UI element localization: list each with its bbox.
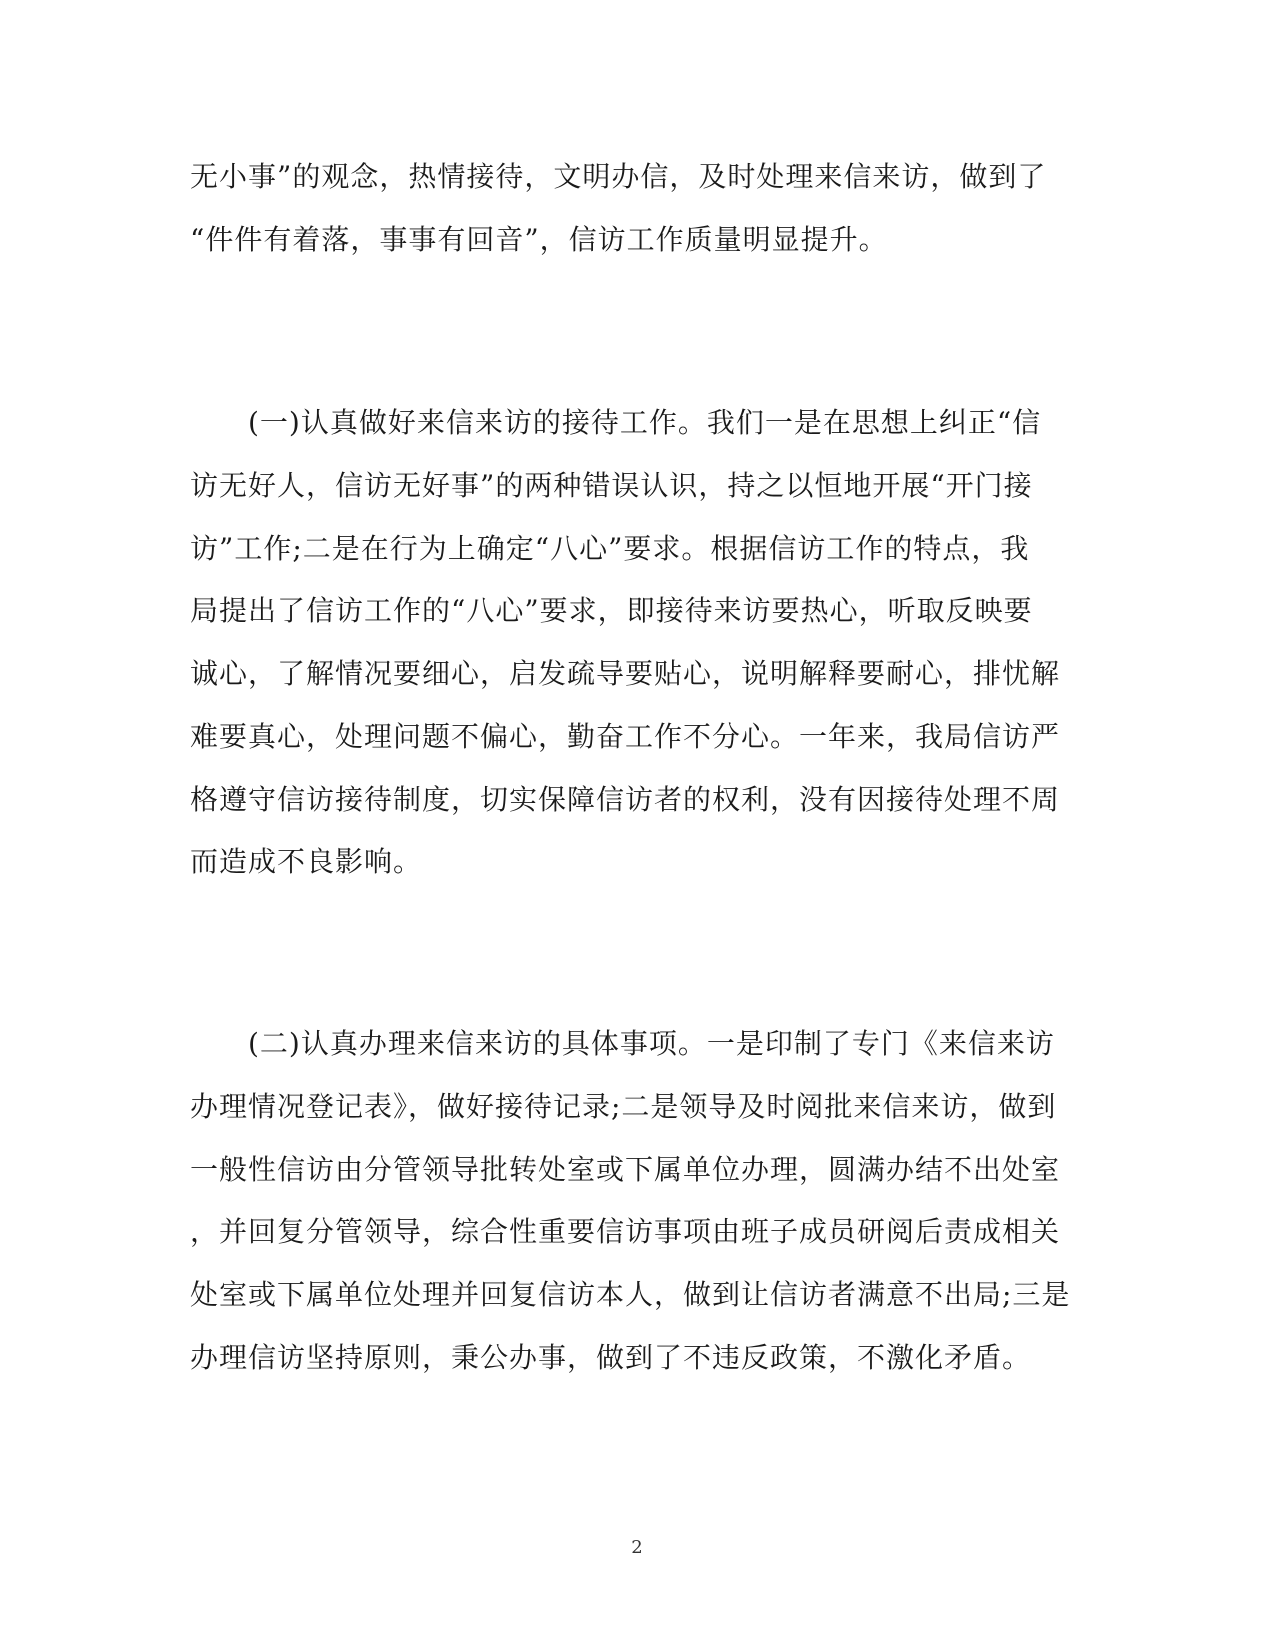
text-line: 而造成不良影响。 (190, 845, 423, 878)
text-line: 难要真心，处理问题不偏心，勤奋工作不分心。一年来，我局信访严 (190, 720, 1061, 753)
text-line: 访无好人，信访无好事”的两种错误认识，持之以恒地开展“开门接 (190, 469, 1033, 502)
text-line: ，并回复分管领导，综合性重要信访事项由班子成员研阅后责成相关 (190, 1215, 1061, 1248)
text-line: (一)认真做好来信来访的接待工作。我们一是在思想上纠正“信 (190, 406, 1042, 439)
text-line: 局提出了信访工作的“八心”要求，即接待来访要热心，听取反映要 (190, 594, 1033, 627)
text-line: 诚心，了解情况要细心，启发疏导要贴心，说明解释要耐心，排忧解 (190, 657, 1061, 690)
text-line: (二)认真办理来信来访的具体事项。一是印制了专门《来信来访 (190, 1027, 1055, 1060)
text-line: 办理情况登记表》，做好接待记录;二是领导及时阅批来信来访，做到 (190, 1090, 1057, 1123)
text-line: 一般性信访由分管领导批转处室或下属单位办理，圆满办结不出处室 (190, 1153, 1061, 1186)
text-line: “件件有着落，事事有回音”，信访工作质量明显提升。 (190, 223, 888, 256)
text-line: 办理信访坚持原则，秉公办事，做到了不违反政策，不激化矛盾。 (190, 1341, 1032, 1374)
page-number: 2 (631, 1537, 643, 1558)
text-line: 访”工作;二是在行为上确定“八心”要求。根据信访工作的特点，我 (190, 532, 1030, 565)
text-line: 无小事”的观念，热情接待，文明办信，及时处理来信来访，做到了 (190, 160, 1047, 193)
text-line: 格遵守信访接待制度，切实保障信访者的权利，没有因接待处理不周 (190, 783, 1061, 816)
text-line: 处室或下属单位处理并回复信访本人，做到让信访者满意不出局;三是 (190, 1278, 1071, 1311)
